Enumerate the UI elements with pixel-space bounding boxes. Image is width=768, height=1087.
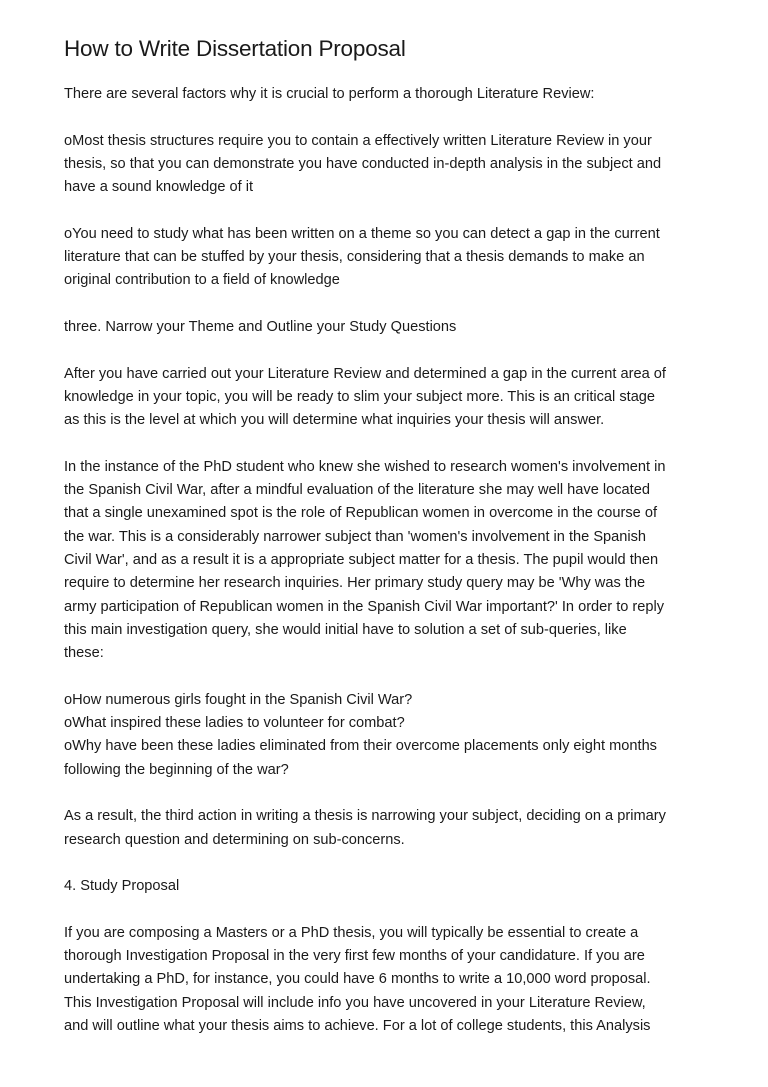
section-heading-narrow-theme: three. Narrow your Theme and Outline your Study Questions [64, 318, 457, 335]
paragraph-bullet-thesis-structures: oMost thesis structures require you to contain a effectively written Literature Review in your thesis, so that you can demonstrate you have conducted in-depth analysis in the subject and have a sound knowledge of it [64, 132, 662, 196]
paragraph-third-action: As a result, the third action in writing a thesis is narrowing your subject, deciding on a primary research question and determining on sub-concerns. [64, 808, 666, 848]
document-title: How to Write Dissertation Proposal [64, 36, 406, 61]
paragraph-masters-phd: If you are composing a Masters or a PhD thesis, you will typically be essential to create a thorough Investigation Proposal in the very first few months of your candidature. If you are undertaking a PhD, for instance, you could have 6 months to write a 10,000 word proposal. This Investigation Proposal will include info you have uncovered in your Literature Review, and will outline what your thesis aims to achieve. For a lot of college students, this Analysis [64, 924, 651, 1034]
paragraph-bullet-detect-gap: oYou need to study what has been written on a theme so you can detect a gap in the current literature that can be stuffed by your thesis, considering that a thesis demands to make an original contribution to a field of knowledge [64, 225, 660, 289]
section-heading-study-proposal: 4. Study Proposal [64, 878, 180, 895]
document-page [64, 34, 710, 1038]
paragraph-after-literature-review: After you have carried out your Literature Review and determined a gap in the current area of knowledge in your topic, you will be ready to slim your subject more. This is an critical stage as this is the level at which you will determine what inquiries your thesis will answer. [64, 365, 666, 429]
paragraph-intro: There are several factors why it is crucial to perform a thorough Literature Review: [64, 86, 595, 102]
paragraph-sub-questions: oHow numerous girls fought in the Spanish Civil War? oWhat inspired these ladies to volunteer for combat? oWhy have been these ladies eliminated from their overcome placements only eight months following the beginning of the war? [64, 691, 657, 778]
paragraph-phd-example: In the instance of the PhD student who knew she wished to research women's involvement in the Spanish Civil War, after a mindful evaluation of the literature she may well have located that a single unexamined spot is the role of Republican women in overcome in the course of the war. This is a considerably narrower subject than 'women's involvement in the Spanish Civil War', and as a result it is a appropriate subject matter for a thesis. The pupil would then require to determine her research inquiries. Her primary study query may be 'Why was the army participation of Republican women in the Spanish Civil War important?' In order to reply this main investigation query, she would initial have to solution a set of sub-queries, like these: [64, 458, 666, 662]
